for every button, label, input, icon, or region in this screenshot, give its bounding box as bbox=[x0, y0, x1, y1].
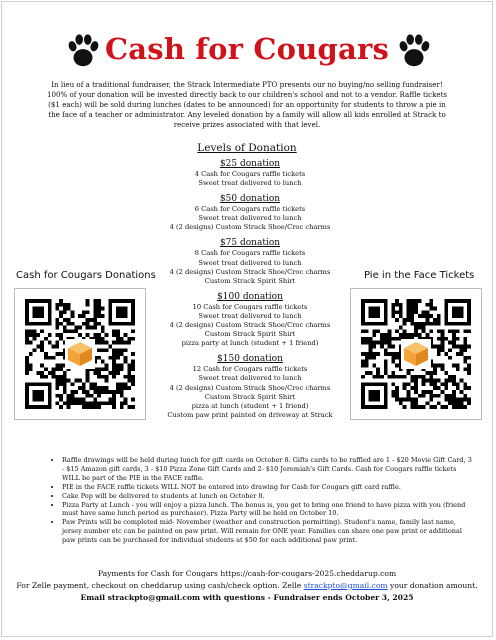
list-item: • Cake Pop will be delivered to students at lunch on October 8. bbox=[62, 492, 474, 501]
level-item: Sweet treat delivered to lunch bbox=[198, 258, 302, 267]
level-item: 4 (2 designs) Custom Strack Shoe/Croc charms bbox=[169, 223, 331, 232]
level-item: Sweet treat delivered to lunch bbox=[198, 179, 302, 188]
level-heading: $50 donation bbox=[219, 194, 281, 205]
donations-qr-label: Cash for Cougars Donations bbox=[16, 270, 156, 281]
zelle-text: For Zelle payment, checkout on cheddarup using cash/check option. Zelle bbox=[16, 581, 304, 590]
flyer-title: Cash for Cougars bbox=[105, 32, 389, 66]
level-item: Sweet treat delivered to lunch bbox=[198, 311, 302, 320]
cube-logo-icon bbox=[401, 339, 431, 369]
level-item: pizza party at lunch (student + 1 friend) bbox=[181, 339, 319, 348]
level-150 bbox=[152, 353, 348, 420]
level-heading: $25 donation bbox=[219, 159, 281, 169]
level-100 bbox=[152, 291, 348, 348]
level-item: Sweet treat delivered to lunch bbox=[198, 214, 302, 223]
level-25 bbox=[152, 158, 348, 188]
level-heading: $100 donation bbox=[217, 291, 283, 302]
level-item: 4 (2 designs) Custom Strack Shoe/Croc charms bbox=[169, 383, 331, 392]
list-item: • Pizza Party at Lunch - you will enjoy a pizza lunch. The bonus is, you get to bring one friend to have pizza with you (friend must have same lunch period as purchaser). Pizza Party will be held on October 10. bbox=[62, 501, 474, 519]
pie-tickets-qr-code[interactable] bbox=[350, 288, 482, 420]
cube-logo-icon bbox=[65, 339, 95, 369]
level-item: pizza at lunch (student + 1 friend) bbox=[191, 401, 309, 410]
payments-line: Payments for Cash for Cougars https://cash-for-cougars-2025.cheddarup.com bbox=[97, 569, 397, 578]
zelle-text-end: your donation amount. bbox=[387, 581, 478, 590]
zelle-line bbox=[2, 580, 492, 592]
level-50 bbox=[152, 193, 348, 232]
level-item: 8 Cash for Cougars raffle tickets bbox=[194, 249, 306, 258]
level-item: Custom paw print painted on driveway at Strack bbox=[167, 410, 333, 419]
contact-line: Email strackpto@gmail.com with questions - Fundraiser ends October 3, 2025 bbox=[80, 593, 414, 602]
pie-tickets-qr-label: Pie in the Face Tickets bbox=[364, 270, 475, 281]
intro-paragraph: In lieu of a traditional fundraiser, the Strack Intermediate PTO presents our no buying/no selling fundraiser! 100% of your donation will be invested directly back to our children's school and not to a vendor. Raffle tickets ($1 each) will be sold during lunches (dates to be announced) for an opportunity for students to throw a pie in the face of a teacher or administrator. Any leveled donation by a family will allow all kids enrolled at Strack to receive prizes associated with that level. bbox=[46, 80, 448, 129]
level-item: 6 Cash for Cougars raffle tickets bbox=[194, 205, 306, 214]
donation-levels bbox=[152, 158, 348, 425]
list-item: • PIE in the FACE raffle tickets WILL NOT be entered into drawing for Cash for Cougars gift card raffle. bbox=[62, 483, 474, 492]
level-item: Custom Strack Spirit Shirt bbox=[204, 276, 296, 285]
level-item: 10 Cash for Cougars raffle tickets bbox=[192, 302, 308, 311]
details-list bbox=[46, 456, 474, 545]
donations-qr-code[interactable] bbox=[14, 288, 146, 420]
level-heading: $150 donation bbox=[217, 354, 283, 365]
levels-heading: Levels of Donation bbox=[197, 142, 297, 154]
level-item: Custom Strack Spirit Shirt bbox=[204, 392, 296, 401]
footer bbox=[2, 568, 492, 604]
level-item: Custom Strack Spirit Shirt bbox=[204, 330, 296, 339]
level-item: 4 Cash for Cougars raffle tickets bbox=[194, 170, 306, 178]
level-heading: $75 donation bbox=[219, 238, 281, 249]
level-item: Sweet treat delivered to lunch bbox=[198, 374, 302, 383]
list-item: • Raffle drawings will be held during lunch for gift cards on October 8. Gifts cards to be raffled are 1 - $20 Movie Gift Card, 3 - $15 Amazon gift cards, 3 - $10 Pizza Zone Gift Cards and 2- $10 Jeremiah's Gift Cards. Cash for Cougars raffle tickets WILL be part of the PIE in the FACE raffle. bbox=[62, 456, 474, 483]
list-item: • Paw Prints will be completed mid- November (weather and construction permitting). Student's name, family last name, jersey number etc can be painted on paw print. Will remain for ONE year. Families can share one paw print or additional paw prints can be purchased for individual students at $50 for each additional paw print. bbox=[62, 518, 474, 545]
level-item: 12 Cash for Cougars raffle tickets bbox=[192, 365, 308, 374]
level-item: 4 (2 designs) Custom Strack Shoe/Croc charms bbox=[169, 321, 331, 330]
zelle-email-link[interactable]: strackpto@gmail.com bbox=[303, 581, 388, 590]
level-item: 4 (2 designs) Custom Strack Shoe/Croc charms bbox=[169, 267, 331, 276]
flyer-page bbox=[1, 1, 493, 637]
level-75 bbox=[152, 237, 348, 285]
paw-print-icon bbox=[395, 32, 433, 70]
